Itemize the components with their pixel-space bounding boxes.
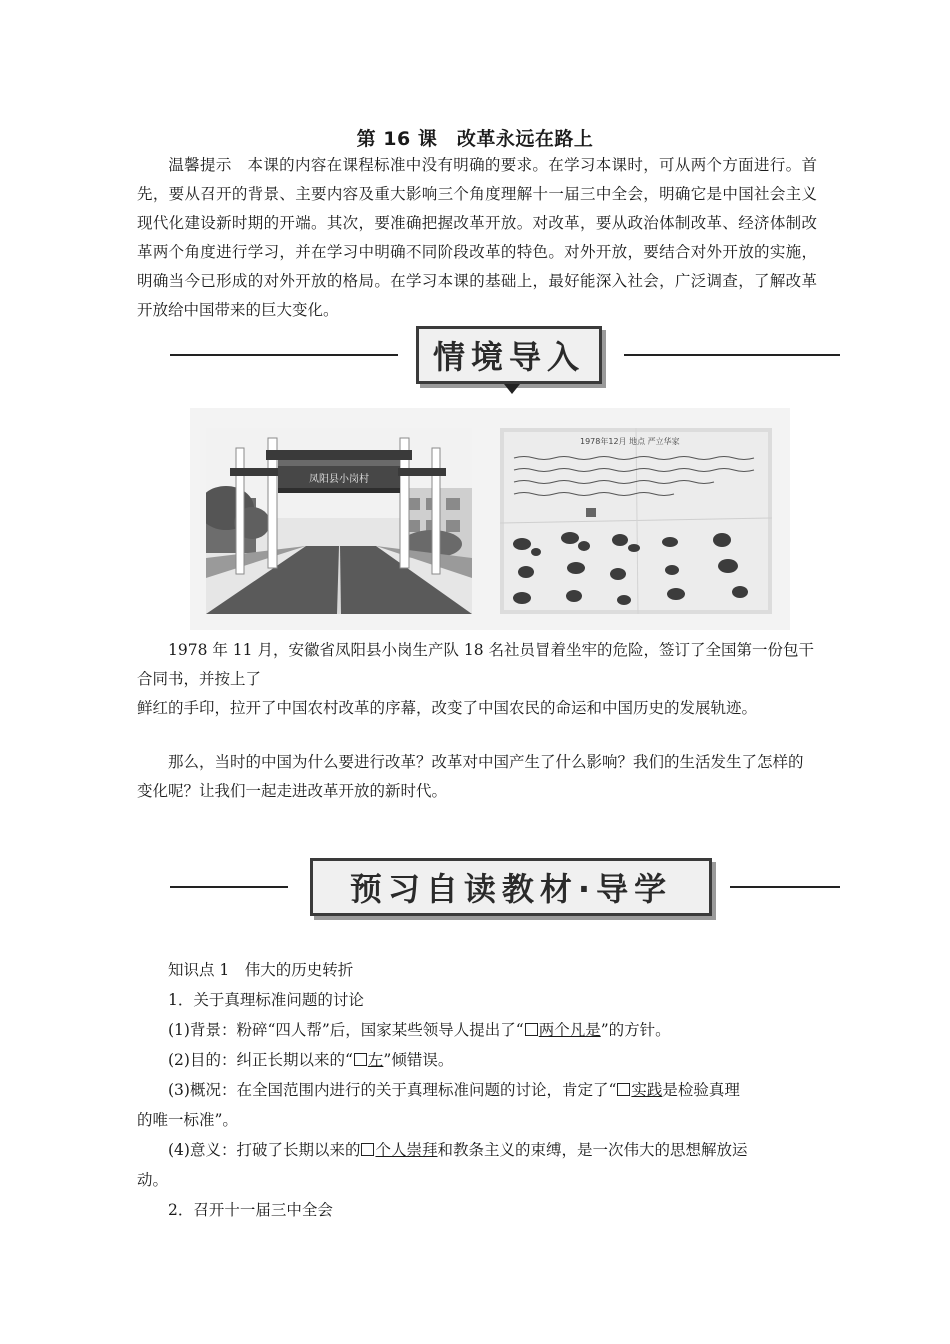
answer-blank: 个人崇拜 (360, 1141, 437, 1159)
contract-header-text: 1978年12月 地点 严立华家 (580, 437, 680, 446)
banner-rule-left (170, 354, 398, 356)
intro-paragraph-2 (137, 694, 817, 723)
lesson-title: 第 16 课 改革永远在路上 (356, 128, 594, 150)
contract-photo-image (500, 428, 772, 614)
knowledge-meaning: (4)意义：打破了长期以来的 个人崇拜和教条主义的束缚，是一次伟大的思想解放运 (168, 1141, 748, 1159)
banner-pointer (504, 384, 520, 394)
banner-rule-left (170, 886, 288, 888)
intro-text-1: 1978 年 11 月，安徽省凤阳县小岗生产队 18 名社员冒着坐牢的危险，签订了全国第一份包干合同书，并按上了 (137, 641, 815, 688)
answer-blank: 实践 (616, 1081, 662, 1099)
knowledge-overview-cont: 的唯一标准”。 (137, 1111, 238, 1129)
banner-label: 情境导入 (432, 338, 585, 376)
intro-paragraph-1 (137, 636, 817, 694)
blank-box-icon (617, 1083, 630, 1096)
knowledge-overview: (3)概况：在全国范围内进行的关于真理标准问题的讨论，肯定了“ 实践是检验真理 (168, 1081, 740, 1099)
knowledge-item-1: 1．关于真理标准问题的讨论 (168, 991, 364, 1009)
answer-blank: 左 (353, 1051, 384, 1069)
blank-box-icon (525, 1023, 538, 1036)
gate-sign-text: 凤阳县小岗村 (309, 474, 369, 485)
contract-photo (500, 428, 772, 614)
banner-rule-right (624, 354, 840, 356)
knowledge-heading: 知识点 1 伟大的历史转折 (168, 961, 354, 979)
knowledge-item-2: 2．召开十一届三中全会 (168, 1201, 333, 1219)
gate-photo (206, 428, 472, 614)
knowledge-meaning-cont: 动。 (137, 1171, 169, 1189)
tip-paragraph (137, 151, 817, 325)
knowledge-purpose: (2)目的：纠正长期以来的“ 左”倾错误。 (168, 1051, 454, 1069)
answer-blank: 两个凡是 (524, 1021, 601, 1039)
banner-label: 预习自读教材·导学 (349, 870, 673, 908)
intro-text-2: 鲜红的手印，拉开了中国农村改革的序幕，改变了中国农民的命运和中国历史的发展轨迹。 (137, 699, 758, 717)
section-banner-preview (170, 858, 840, 916)
intro-images (190, 408, 790, 630)
blank-box-icon (354, 1053, 367, 1066)
intro-text-3: 那么，当时的中国为什么要进行改革？改革对中国产生了什么影响？我们的生活发生了怎样的变化呢？让我们一起走进改革开放的新时代。 (137, 753, 804, 800)
knowledge-section (137, 955, 827, 1225)
intro-paragraph-3 (137, 748, 817, 806)
gate-photo-image (206, 428, 472, 614)
blank-box-icon (361, 1143, 374, 1156)
banner-rule-right (730, 886, 840, 888)
section-banner-situation (170, 326, 840, 384)
tip-text: 本课的内容在课程标准中没有明确的要求。在学习本课时，可从两个方面进行。首先，要从召开的背景、主要内容及重大影响三个角度理解十一届三中全会，明确它是中国社会主义现代化建设新时期的开端。其次，要准确把握改革开放。对改革，要从政治体制改革、经济体制改革两个角度进行学习，并在学习中明确不同阶段改革的特色。对外开放，要结合对外开放的实施，明确当今已形成的对外开放的格局。在学习本课的基础上，最好能深入社会，广泛调查，了解改革开放给中国带来的巨大变化。 (137, 156, 817, 319)
tip-label: 温馨提示 (168, 156, 232, 174)
banner-box (310, 858, 712, 916)
knowledge-background: (1)背景：粉碎“四人帮”后，国家某些领导人提出了“ 两个凡是”的方针。 (168, 1021, 671, 1039)
banner-box (416, 326, 602, 384)
